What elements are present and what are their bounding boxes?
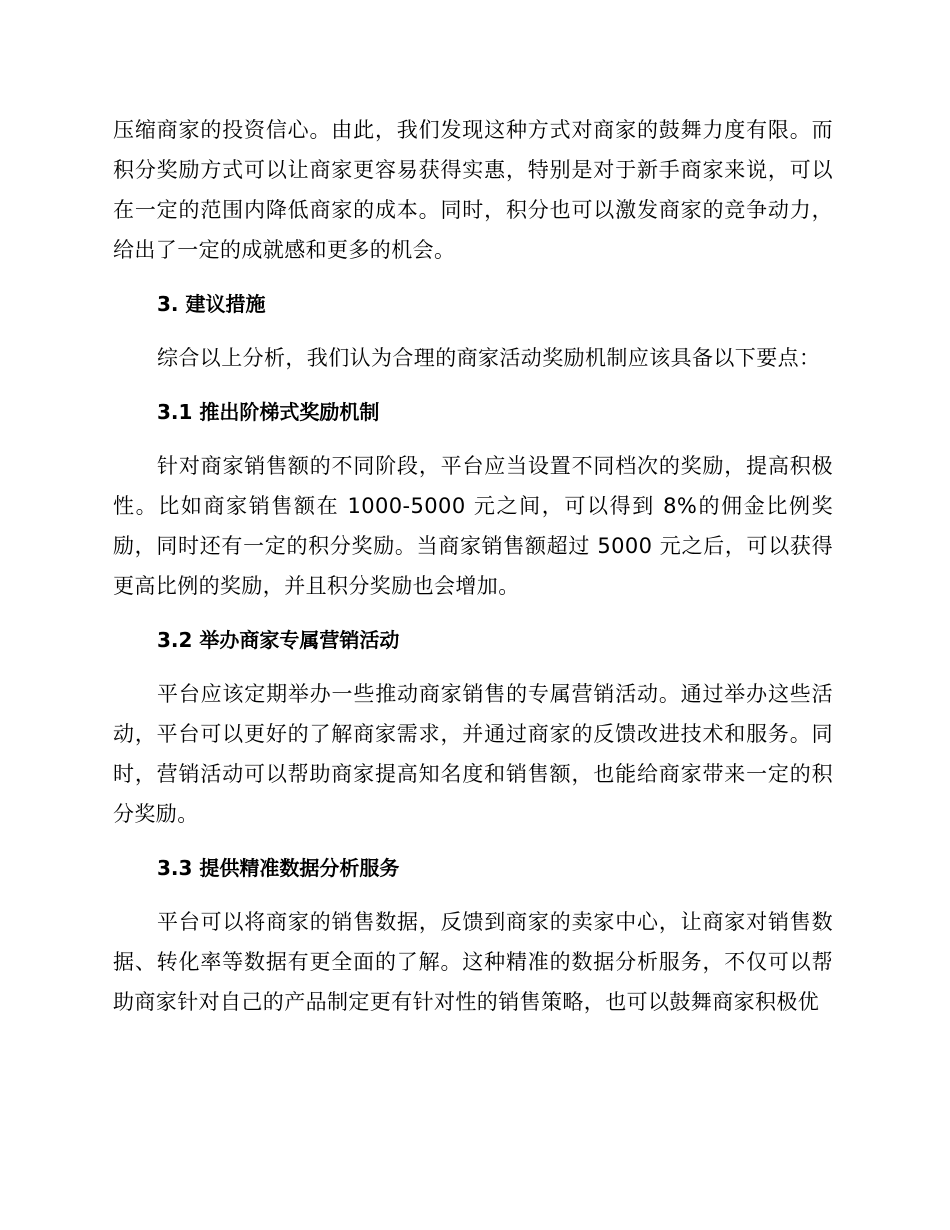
paragraph-intro: 压缩商家的投资信心。由此，我们发现这种方式对商家的鼓舞力度有限。而积分奖励方式可以让商家更容易获得实惠，特别是对于新手商家来说，可以在一定的范围内降低商家的成本。同时，积分也可以激发商家的竞争动力，给出了一定的成就感和更多的机会。	[113, 118, 833, 262]
spacer	[113, 324, 833, 338]
heading-section-3-3: 3.3 提供精准数据分析服务	[157, 856, 400, 880]
paragraph-tiered-rewards: 针对商家销售额的不同阶段，平台应当设置不同档次的奖励，提高积极性。比如商家销售额在 1000-5000 元之间，可以得到 8%的佣金比例奖励，同时还有一定的积分奖励。当商家销售额超过 5000 元之后，可以获得更高比例的奖励，并且积分奖励也会增加。	[113, 454, 833, 598]
spacer	[113, 606, 833, 620]
heading-section-3: 3. 建议措施	[157, 292, 266, 316]
heading-section-3-2: 3.2 举办商家专属营销活动	[157, 628, 400, 652]
paragraph-marketing-activities: 平台应该定期举办一些推动商家销售的专属营销活动。通过举办这些活动，平台可以更好的了解商家需求，并通过商家的反馈改进技术和服务。同时，营销活动可以帮助商家提高知名度和销售额，也能给商家带来一定的积分奖励。	[113, 682, 833, 826]
document-page	[113, 110, 833, 1022]
spacer	[113, 660, 833, 674]
spacer	[113, 270, 833, 284]
spacer	[113, 432, 833, 446]
heading-section-3-1: 3.1 推出阶梯式奖励机制	[157, 400, 380, 424]
spacer	[113, 378, 833, 392]
spacer	[113, 888, 833, 902]
paragraph-summary: 综合以上分析，我们认为合理的商家活动奖励机制应该具备以下要点：	[157, 346, 821, 370]
paragraph-data-analysis: 平台可以将商家的销售数据，反馈到商家的卖家中心，让商家对销售数据、转化率等数据有更全面的了解。这种精准的数据分析服务，不仅可以帮助商家针对自己的产品制定更有针对性的销售策略，也可以鼓舞商家积极优	[113, 910, 833, 1014]
spacer	[113, 834, 833, 848]
